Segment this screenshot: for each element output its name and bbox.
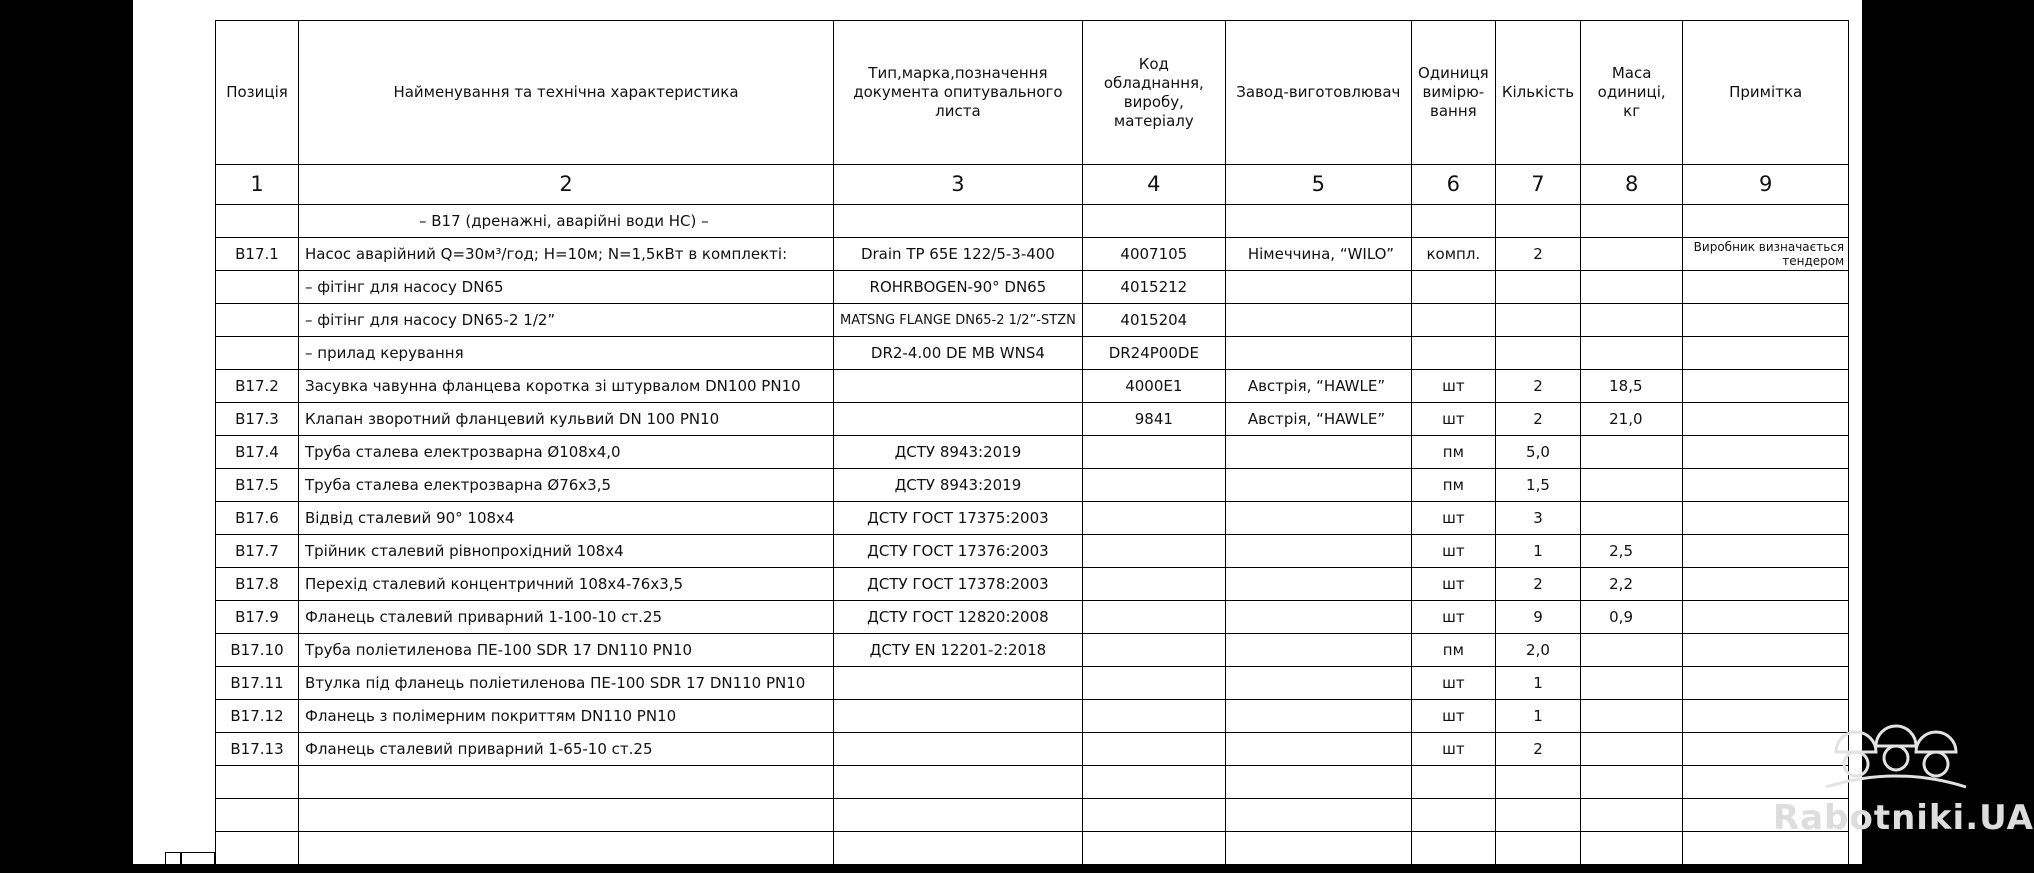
header-position: Позиція xyxy=(216,21,299,165)
header-code: Код обладнання, виробу, матеріалу xyxy=(1082,21,1225,165)
name-cell: Фланець сталевий приварний 1-65-10 ст.25 xyxy=(299,733,834,766)
type-cell xyxy=(834,733,1083,766)
mass-cell xyxy=(1581,238,1683,271)
note-cell xyxy=(1683,469,1849,502)
type-cell: ДСТУ ГОСТ 17378:2003 xyxy=(834,568,1083,601)
name-cell: Насос аварійний Q=30м³/год; Н=10м; N=1,5кВт в комплекті: xyxy=(299,238,834,271)
mass-cell xyxy=(1581,304,1683,337)
position-cell xyxy=(216,271,299,304)
code-cell xyxy=(1082,634,1225,667)
position-cell: В17.13 xyxy=(216,733,299,766)
name-cell: Відвід сталевий 90° 108х4 xyxy=(299,502,834,535)
note-cell xyxy=(1683,667,1849,700)
mass-cell xyxy=(1581,700,1683,733)
position-cell: В17.11 xyxy=(216,667,299,700)
table-row xyxy=(216,733,1849,766)
table-row xyxy=(216,238,1849,271)
note-cell xyxy=(1683,271,1849,304)
unit-cell: пм xyxy=(1411,436,1495,469)
table-row xyxy=(216,370,1849,403)
manufacturer-cell xyxy=(1225,601,1411,634)
unit-cell: шт xyxy=(1411,535,1495,568)
header-type: Тип,марка,позначення документа опитувального листа xyxy=(834,21,1083,165)
quantity-cell: 2 xyxy=(1495,403,1580,436)
position-cell: В17.4 xyxy=(216,436,299,469)
mass-cell xyxy=(1581,502,1683,535)
note-cell: Виробник визначається тендером xyxy=(1683,238,1849,271)
quantity-cell: 1 xyxy=(1495,700,1580,733)
watermark-helmet-icons xyxy=(1816,712,1976,790)
name-cell: Фланець сталевий приварний 1-100-10 ст.25 xyxy=(299,601,834,634)
code-cell xyxy=(1082,601,1225,634)
code-cell xyxy=(1082,700,1225,733)
table-row xyxy=(216,469,1849,502)
drawing-sheet xyxy=(133,0,2034,864)
table-row xyxy=(216,568,1849,601)
header-row xyxy=(216,21,1849,165)
code-cell: 4015204 xyxy=(1082,304,1225,337)
position-cell: В17.3 xyxy=(216,403,299,436)
header-mass: Маса одиниці, кг xyxy=(1581,21,1683,165)
note-cell xyxy=(1683,304,1849,337)
watermark-text: Rabotniki.UA xyxy=(1773,798,2034,838)
type-cell: ДСТУ ГОСТ 17376:2003 xyxy=(834,535,1083,568)
empty-row xyxy=(216,799,1849,832)
name-cell: – фітінг для насосу DN65 xyxy=(299,271,834,304)
manufacturer-cell xyxy=(1225,700,1411,733)
type-cell: Drain TP 65E 122/5-3-400 xyxy=(834,238,1083,271)
type-cell: DR2-4.00 DE MB WNS4 xyxy=(834,337,1083,370)
note-cell xyxy=(1683,634,1849,667)
position-cell xyxy=(216,337,299,370)
header-unit: Одиниця вимірю-вання xyxy=(1411,21,1495,165)
name-cell: Трійник сталевий рівнопрохідний 108х4 xyxy=(299,535,834,568)
empty-row xyxy=(216,832,1849,865)
col-number: 7 xyxy=(1495,165,1580,205)
manufacturer-cell xyxy=(1225,568,1411,601)
position-cell: В17.2 xyxy=(216,370,299,403)
name-cell: Клапан зворотний фланцевий кульвий DN 100 PN10 xyxy=(299,403,834,436)
mass-cell: 18,5 xyxy=(1581,370,1683,403)
name-cell: – прилад керування xyxy=(299,337,834,370)
unit-cell: шт xyxy=(1411,667,1495,700)
type-cell xyxy=(834,370,1083,403)
quantity-cell: 2 xyxy=(1495,733,1580,766)
col-number: 5 xyxy=(1225,165,1411,205)
position-cell: В17.1 xyxy=(216,238,299,271)
unit-cell: шт xyxy=(1411,502,1495,535)
name-cell: Труба поліетиленова ПЕ-100 SDR 17 DN110 PN10 xyxy=(299,634,834,667)
quantity-cell xyxy=(1495,337,1580,370)
type-cell: ДСТУ ГОСТ 17375:2003 xyxy=(834,502,1083,535)
unit-cell: шт xyxy=(1411,733,1495,766)
quantity-cell xyxy=(1495,271,1580,304)
mass-cell xyxy=(1581,733,1683,766)
quantity-cell: 2 xyxy=(1495,370,1580,403)
position-cell: В17.8 xyxy=(216,568,299,601)
position-cell: В17.6 xyxy=(216,502,299,535)
manufacturer-cell xyxy=(1225,502,1411,535)
table-row xyxy=(216,535,1849,568)
mass-cell xyxy=(1581,271,1683,304)
quantity-cell: 3 xyxy=(1495,502,1580,535)
mass-cell: 0,9 xyxy=(1581,601,1683,634)
code-cell xyxy=(1082,469,1225,502)
mass-cell: 2,5 xyxy=(1581,535,1683,568)
empty-row xyxy=(216,766,1849,799)
code-cell: 9841 xyxy=(1082,403,1225,436)
name-cell: – фітінг для насосу DN65-2 1/2” xyxy=(299,304,834,337)
position-cell: В17.5 xyxy=(216,469,299,502)
note-cell xyxy=(1683,601,1849,634)
type-cell: MATSNG FLANGE DN65-2 1/2”-STZN xyxy=(834,304,1083,337)
manufacturer-cell xyxy=(1225,304,1411,337)
unit-cell: пм xyxy=(1411,634,1495,667)
note-cell xyxy=(1683,370,1849,403)
type-cell xyxy=(834,700,1083,733)
position-cell xyxy=(216,304,299,337)
col-number: 6 xyxy=(1411,165,1495,205)
manufacturer-cell xyxy=(1225,436,1411,469)
table-row xyxy=(216,271,1849,304)
table-row xyxy=(216,502,1849,535)
quantity-cell: 5,0 xyxy=(1495,436,1580,469)
section-row xyxy=(216,205,1849,238)
manufacturer-cell xyxy=(1225,271,1411,304)
note-cell xyxy=(1683,436,1849,469)
col-number: 9 xyxy=(1683,165,1849,205)
table-row xyxy=(216,601,1849,634)
name-cell: Фланець з полімерним покриттям DN110 PN10 xyxy=(299,700,834,733)
table-row xyxy=(216,634,1849,667)
manufacturer-cell xyxy=(1225,634,1411,667)
type-cell: ДСТУ 8943:2019 xyxy=(834,436,1083,469)
code-cell xyxy=(1082,568,1225,601)
column-number-row xyxy=(216,165,1849,205)
mass-cell xyxy=(1581,634,1683,667)
code-cell: 4007105 xyxy=(1082,238,1225,271)
table-row xyxy=(216,436,1849,469)
name-cell: Труба сталева електрозварна Ø108х4,0 xyxy=(299,436,834,469)
unit-cell xyxy=(1411,271,1495,304)
note-cell xyxy=(1683,337,1849,370)
mass-cell xyxy=(1581,469,1683,502)
unit-cell: компл. xyxy=(1411,238,1495,271)
title-block-stub xyxy=(165,852,215,872)
quantity-cell: 2,0 xyxy=(1495,634,1580,667)
type-cell: ДСТУ EN 12201-2:2018 xyxy=(834,634,1083,667)
manufacturer-cell: Австрія, “HAWLE” xyxy=(1225,403,1411,436)
manufacturer-cell xyxy=(1225,337,1411,370)
note-cell xyxy=(1683,535,1849,568)
table-row xyxy=(216,337,1849,370)
header-quantity: Кількість xyxy=(1495,21,1580,165)
note-cell xyxy=(1683,403,1849,436)
position-cell: В17.9 xyxy=(216,601,299,634)
table-row xyxy=(216,304,1849,337)
manufacturer-cell xyxy=(1225,535,1411,568)
quantity-cell: 9 xyxy=(1495,601,1580,634)
header-manufacturer: Завод-виготовлювач xyxy=(1225,21,1411,165)
name-cell: Труба сталева електрозварна Ø76х3,5 xyxy=(299,469,834,502)
unit-cell: шт xyxy=(1411,370,1495,403)
manufacturer-cell xyxy=(1225,469,1411,502)
code-cell: DR24P00DE xyxy=(1082,337,1225,370)
code-cell xyxy=(1082,502,1225,535)
quantity-cell: 1 xyxy=(1495,667,1580,700)
quantity-cell: 1,5 xyxy=(1495,469,1580,502)
mass-cell xyxy=(1581,436,1683,469)
code-cell xyxy=(1082,436,1225,469)
code-cell: 4015212 xyxy=(1082,271,1225,304)
type-cell: ДСТУ ГОСТ 12820:2008 xyxy=(834,601,1083,634)
position-cell: В17.12 xyxy=(216,700,299,733)
mass-cell xyxy=(1581,337,1683,370)
col-number: 3 xyxy=(834,165,1083,205)
col-number: 8 xyxy=(1581,165,1683,205)
quantity-cell xyxy=(1495,304,1580,337)
code-cell xyxy=(1082,667,1225,700)
name-cell: Втулка під фланець поліетиленова ПЕ-100 SDR 17 DN110 PN10 xyxy=(299,667,834,700)
code-cell xyxy=(1082,733,1225,766)
unit-cell: шт xyxy=(1411,700,1495,733)
quantity-cell: 1 xyxy=(1495,535,1580,568)
type-cell: ДСТУ 8943:2019 xyxy=(834,469,1083,502)
type-cell xyxy=(834,667,1083,700)
header-note: Примітка xyxy=(1683,21,1849,165)
section-title: – В17 (дренажні, аварійні води НС) – xyxy=(299,205,834,238)
unit-cell: пм xyxy=(1411,469,1495,502)
type-cell xyxy=(834,403,1083,436)
manufacturer-cell: Австрія, “HAWLE” xyxy=(1225,370,1411,403)
mass-cell xyxy=(1581,667,1683,700)
col-number: 2 xyxy=(299,165,834,205)
unit-cell xyxy=(1411,304,1495,337)
table-row xyxy=(216,403,1849,436)
manufacturer-cell: Німеччина, “WILO” xyxy=(1225,238,1411,271)
unit-cell: шт xyxy=(1411,403,1495,436)
name-cell: Засувка чавунна фланцева коротка зі штурвалом DN100 PN10 xyxy=(299,370,834,403)
col-number: 4 xyxy=(1082,165,1225,205)
quantity-cell: 2 xyxy=(1495,568,1580,601)
unit-cell: шт xyxy=(1411,568,1495,601)
note-cell xyxy=(1683,502,1849,535)
header-name: Найменування та технічна характеристика xyxy=(299,21,834,165)
type-cell: ROHRBOGEN-90° DN65 xyxy=(834,271,1083,304)
unit-cell: шт xyxy=(1411,601,1495,634)
table-row xyxy=(216,700,1849,733)
unit-cell xyxy=(1411,337,1495,370)
table-row xyxy=(216,667,1849,700)
code-cell: 4000Е1 xyxy=(1082,370,1225,403)
code-cell xyxy=(1082,535,1225,568)
mass-cell: 2,2 xyxy=(1581,568,1683,601)
mass-cell: 21,0 xyxy=(1581,403,1683,436)
specification-table xyxy=(215,20,1849,865)
position-cell: В17.7 xyxy=(216,535,299,568)
quantity-cell: 2 xyxy=(1495,238,1580,271)
manufacturer-cell xyxy=(1225,733,1411,766)
col-number: 1 xyxy=(216,165,299,205)
position-cell: В17.10 xyxy=(216,634,299,667)
name-cell: Перехід сталевий концентричний 108х4-76х3,5 xyxy=(299,568,834,601)
manufacturer-cell xyxy=(1225,667,1411,700)
note-cell xyxy=(1683,568,1849,601)
